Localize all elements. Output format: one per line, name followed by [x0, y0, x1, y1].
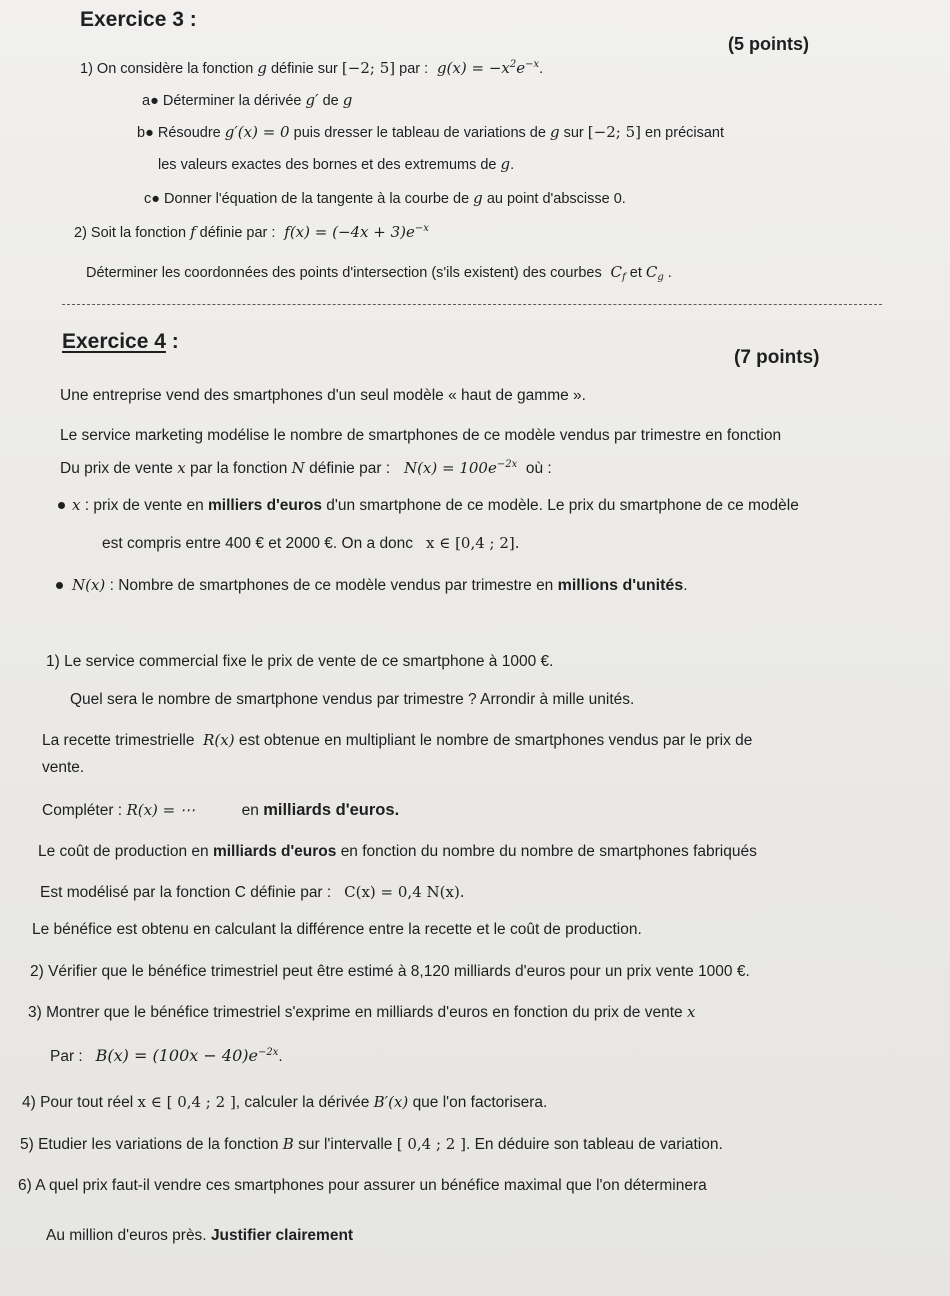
bullet-icon	[56, 582, 63, 589]
bullet-icon	[58, 502, 65, 509]
ex4-intro-2: Le service marketing modélise le nombre de smartphones de ce modèle vendus par trimestre en fonction	[60, 427, 782, 444]
ex4-intro-1: Une entreprise vend des smartphones d'un seul modèle « haut de gamme ».	[60, 387, 586, 404]
section-divider	[62, 304, 882, 305]
bullet-icon: ●	[151, 191, 161, 207]
ex3-q1b: b● Résoudre g′(x) = 0 puis dresser le tableau de variations de g sur [−2; 5] en précisant	[137, 123, 725, 141]
ex4-q3-formula: Par : $B(x) = (100x - 40)e^{-2x}$.	[50, 1046, 283, 1065]
ex4-bullet-x: x : prix de vente en milliers d'euros d'un smartphone de ce modèle. Le prix du smartphone de ce modèle	[72, 496, 799, 514]
exercise-3-title: Exercice 3 :	[80, 8, 197, 31]
ex4-cout-1: Le coût de production en milliards d'euros en fonction du nombre du nombre de smartphones fabriqués	[38, 843, 757, 860]
ex4-q4: 4) Pour tout réel x ∈ [ 0,4 ; 2 ], calculer la dérivée B′(x) que l'on factorisera.	[22, 1093, 548, 1111]
ex4-intro-3: Du prix de vente x par la fonction N définie par : $N(x) = 100e^{-2x}$ où :	[60, 459, 552, 477]
ex4-cout-2: Est modélisé par la fonction C définie par : C(x) = 0,4 N(x).	[40, 883, 465, 901]
ex4-bullet-N: N(x) : Nombre de smartphones de ce modèle vendus par trimestre en millions d'unités.	[72, 576, 688, 594]
ex4-q3: 3) Montrer que le bénéfice trimestriel s'exprime en milliards d'euros en fonction du prix de vente x	[28, 1003, 696, 1021]
ex4-q2: 2) Vérifier que le bénéfice trimestriel peut être estimé à 8,120 milliards d'euros pour un prix vente 1000 €.	[30, 963, 750, 980]
ex4-q6-line2: Au million d'euros près. Justifier clairement	[46, 1227, 354, 1244]
ex4-recette-1: La recette trimestrielle R(x) est obtenue en multipliant le nombre de smartphones vendus par le prix de	[42, 731, 753, 749]
ex3-q1c: c● Donner l'équation de la tangente à la courbe de g au point d'abscisse 0.	[144, 189, 626, 207]
ex3-q1b-line2: les valeurs exactes des bornes et des extremums de g.	[158, 155, 515, 173]
ex4-recette-2: vente.	[42, 759, 85, 776]
ex3-q2: 2) Soit la fonction f définie par : $f(x) = (-4x + 3)e^{-x}$	[74, 223, 429, 241]
exercise-4-points: (7 points)	[734, 347, 820, 368]
ex3-q2-line2: Déterminer les coordonnées des points d'intersection (s'ils existent) des courbes $C_f$ et $C_g$ .	[86, 263, 672, 283]
exercise-3-points: (5 points)	[728, 34, 809, 54]
bullet-icon: ●	[145, 125, 154, 141]
ex4-benefice: Le bénéfice est obtenu en calculant la différence entre la recette et le coût de production.	[32, 921, 642, 938]
ex4-completer: Compléter : R(x) = ⋯ en milliards d'euros.	[42, 801, 400, 819]
ex3-q1: 1) On considère la fonction g définie sur [−2; 5] par : $g(x) = -x^2e^{-x}$.	[80, 59, 544, 77]
ex4-bullet-x-line2: est compris entre 400 € et 2000 €. On a donc x ∈ [0,4 ; 2].	[102, 534, 520, 552]
bullet-icon: ●	[150, 93, 159, 109]
ex4-q1: 1) Le service commercial fixe le prix de vente de ce smartphone à 1000 €.	[46, 653, 554, 670]
ex4-q5: 5) Etudier les variations de la fonction B sur l'intervalle [ 0,4 ; 2 ]. En déduire son tableau de variation.	[20, 1135, 723, 1153]
ex4-q6: 6) A quel prix faut-il vendre ces smartphones pour assurer un bénéfice maximal que l'on déterminera	[18, 1177, 707, 1194]
ex3-q1a: a● Déterminer la dérivée g′ de g	[142, 91, 353, 109]
exercise-4-title: Exercice 4 :	[62, 330, 179, 353]
ex4-q1-b: Quel sera le nombre de smartphone vendus par trimestre ? Arrondir à mille unités.	[70, 691, 635, 708]
